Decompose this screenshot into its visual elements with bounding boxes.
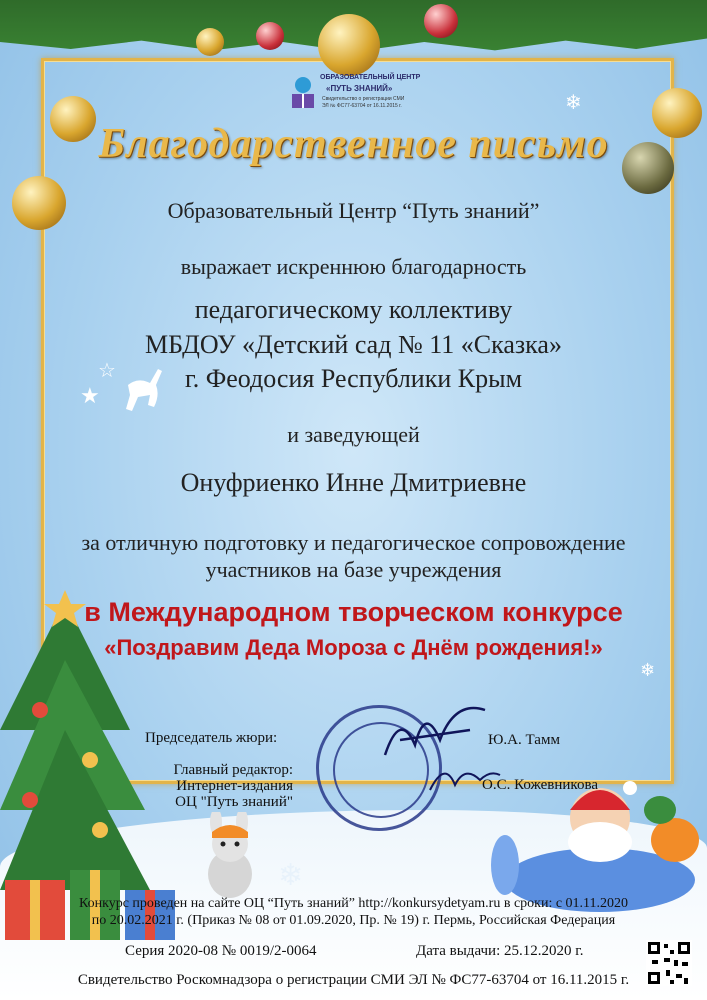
jury-chair-name: Ю.А. Тамм <box>488 732 560 748</box>
issue-date: Дата выдачи: 25.12.2020 г. <box>416 943 584 959</box>
footer-line-1: Конкурс проведен на сайте ОЦ “Путь знаний” http://konkursydetyam.ru в сроки: с 01.11.2020 <box>78 896 629 911</box>
contest-line-1: в Международном творческом конкурсе <box>84 597 623 627</box>
recipient-line-1: педагогическому коллективу <box>194 295 513 324</box>
logo-line-2: «ПУТЬ ЗНАНИЙ» <box>326 84 393 93</box>
logo-line-3: Свидетельство о регистрации СМИ <box>322 96 405 102</box>
organization-logo <box>290 72 420 118</box>
and-head-line: и заведующей <box>287 422 420 447</box>
editor-label-2: Интернет-издания <box>176 778 293 794</box>
star-icon: ☆ <box>98 358 116 382</box>
document-title: Благодарственное письмо <box>98 121 609 167</box>
organization-name: Образовательный Центр “Путь знаний” <box>167 198 540 223</box>
qr-code <box>646 940 692 986</box>
gratitude-line: выражает искреннюю благодарность <box>180 254 527 279</box>
contest-line-2: «Поздравим Деда Мороза с Днём рождения!» <box>104 635 603 660</box>
head-name: Онуфриенко Инне Дмитриевне <box>180 468 527 497</box>
logo-line-1: ОБРАЗОВАТЕЛЬНЫЙ ЦЕНТР <box>320 74 421 81</box>
jury-chair-label: Председатель жюри: <box>145 730 278 746</box>
snowflake-icon: ❄ <box>640 660 656 681</box>
series-number: Серия 2020-08 № 0019/2-0064 <box>125 943 317 959</box>
editor-label-3: ОЦ "Путь знаний" <box>175 794 293 810</box>
recipient-line-3: г. Феодосия Республики Крым <box>184 364 523 393</box>
logo-line-4: ЭЛ № ФС77-63704 от 16.11.2015 г. <box>322 103 402 109</box>
star-icon: ★ <box>80 384 100 409</box>
snowflake-icon: ❄ <box>278 858 304 893</box>
footer-line-2: по 20.02.2021 г. (Приказ № 08 от 01.09.2020, Пр. № 19) г. Пермь, Российская Федерация <box>91 913 616 928</box>
editor-label-1: Главный редактор: <box>173 762 293 778</box>
bunny-illustration <box>190 812 270 902</box>
red-ornament-ball <box>424 4 458 38</box>
red-ornament-ball <box>256 22 284 50</box>
gold-ornament-ball <box>196 28 224 56</box>
editor-name: О.С. Кожевникова <box>482 777 599 793</box>
book-globe-icon <box>290 76 316 110</box>
reason-line-2: участников на базе учреждения <box>205 557 502 582</box>
snowflake-icon: ❄ <box>565 90 582 114</box>
registration-line: Свидетельство Роскомнадзора о регистрации СМИ ЭЛ № ФС77-63704 от 16.11.2015 г. <box>77 972 630 988</box>
recipient-line-2: МБДОУ «Детский сад № 11 «Сказка» <box>145 330 562 359</box>
reason-line-1: за отличную подготовку и педагогическое сопровождение <box>81 530 626 555</box>
gold-ornament-ball <box>318 14 380 76</box>
